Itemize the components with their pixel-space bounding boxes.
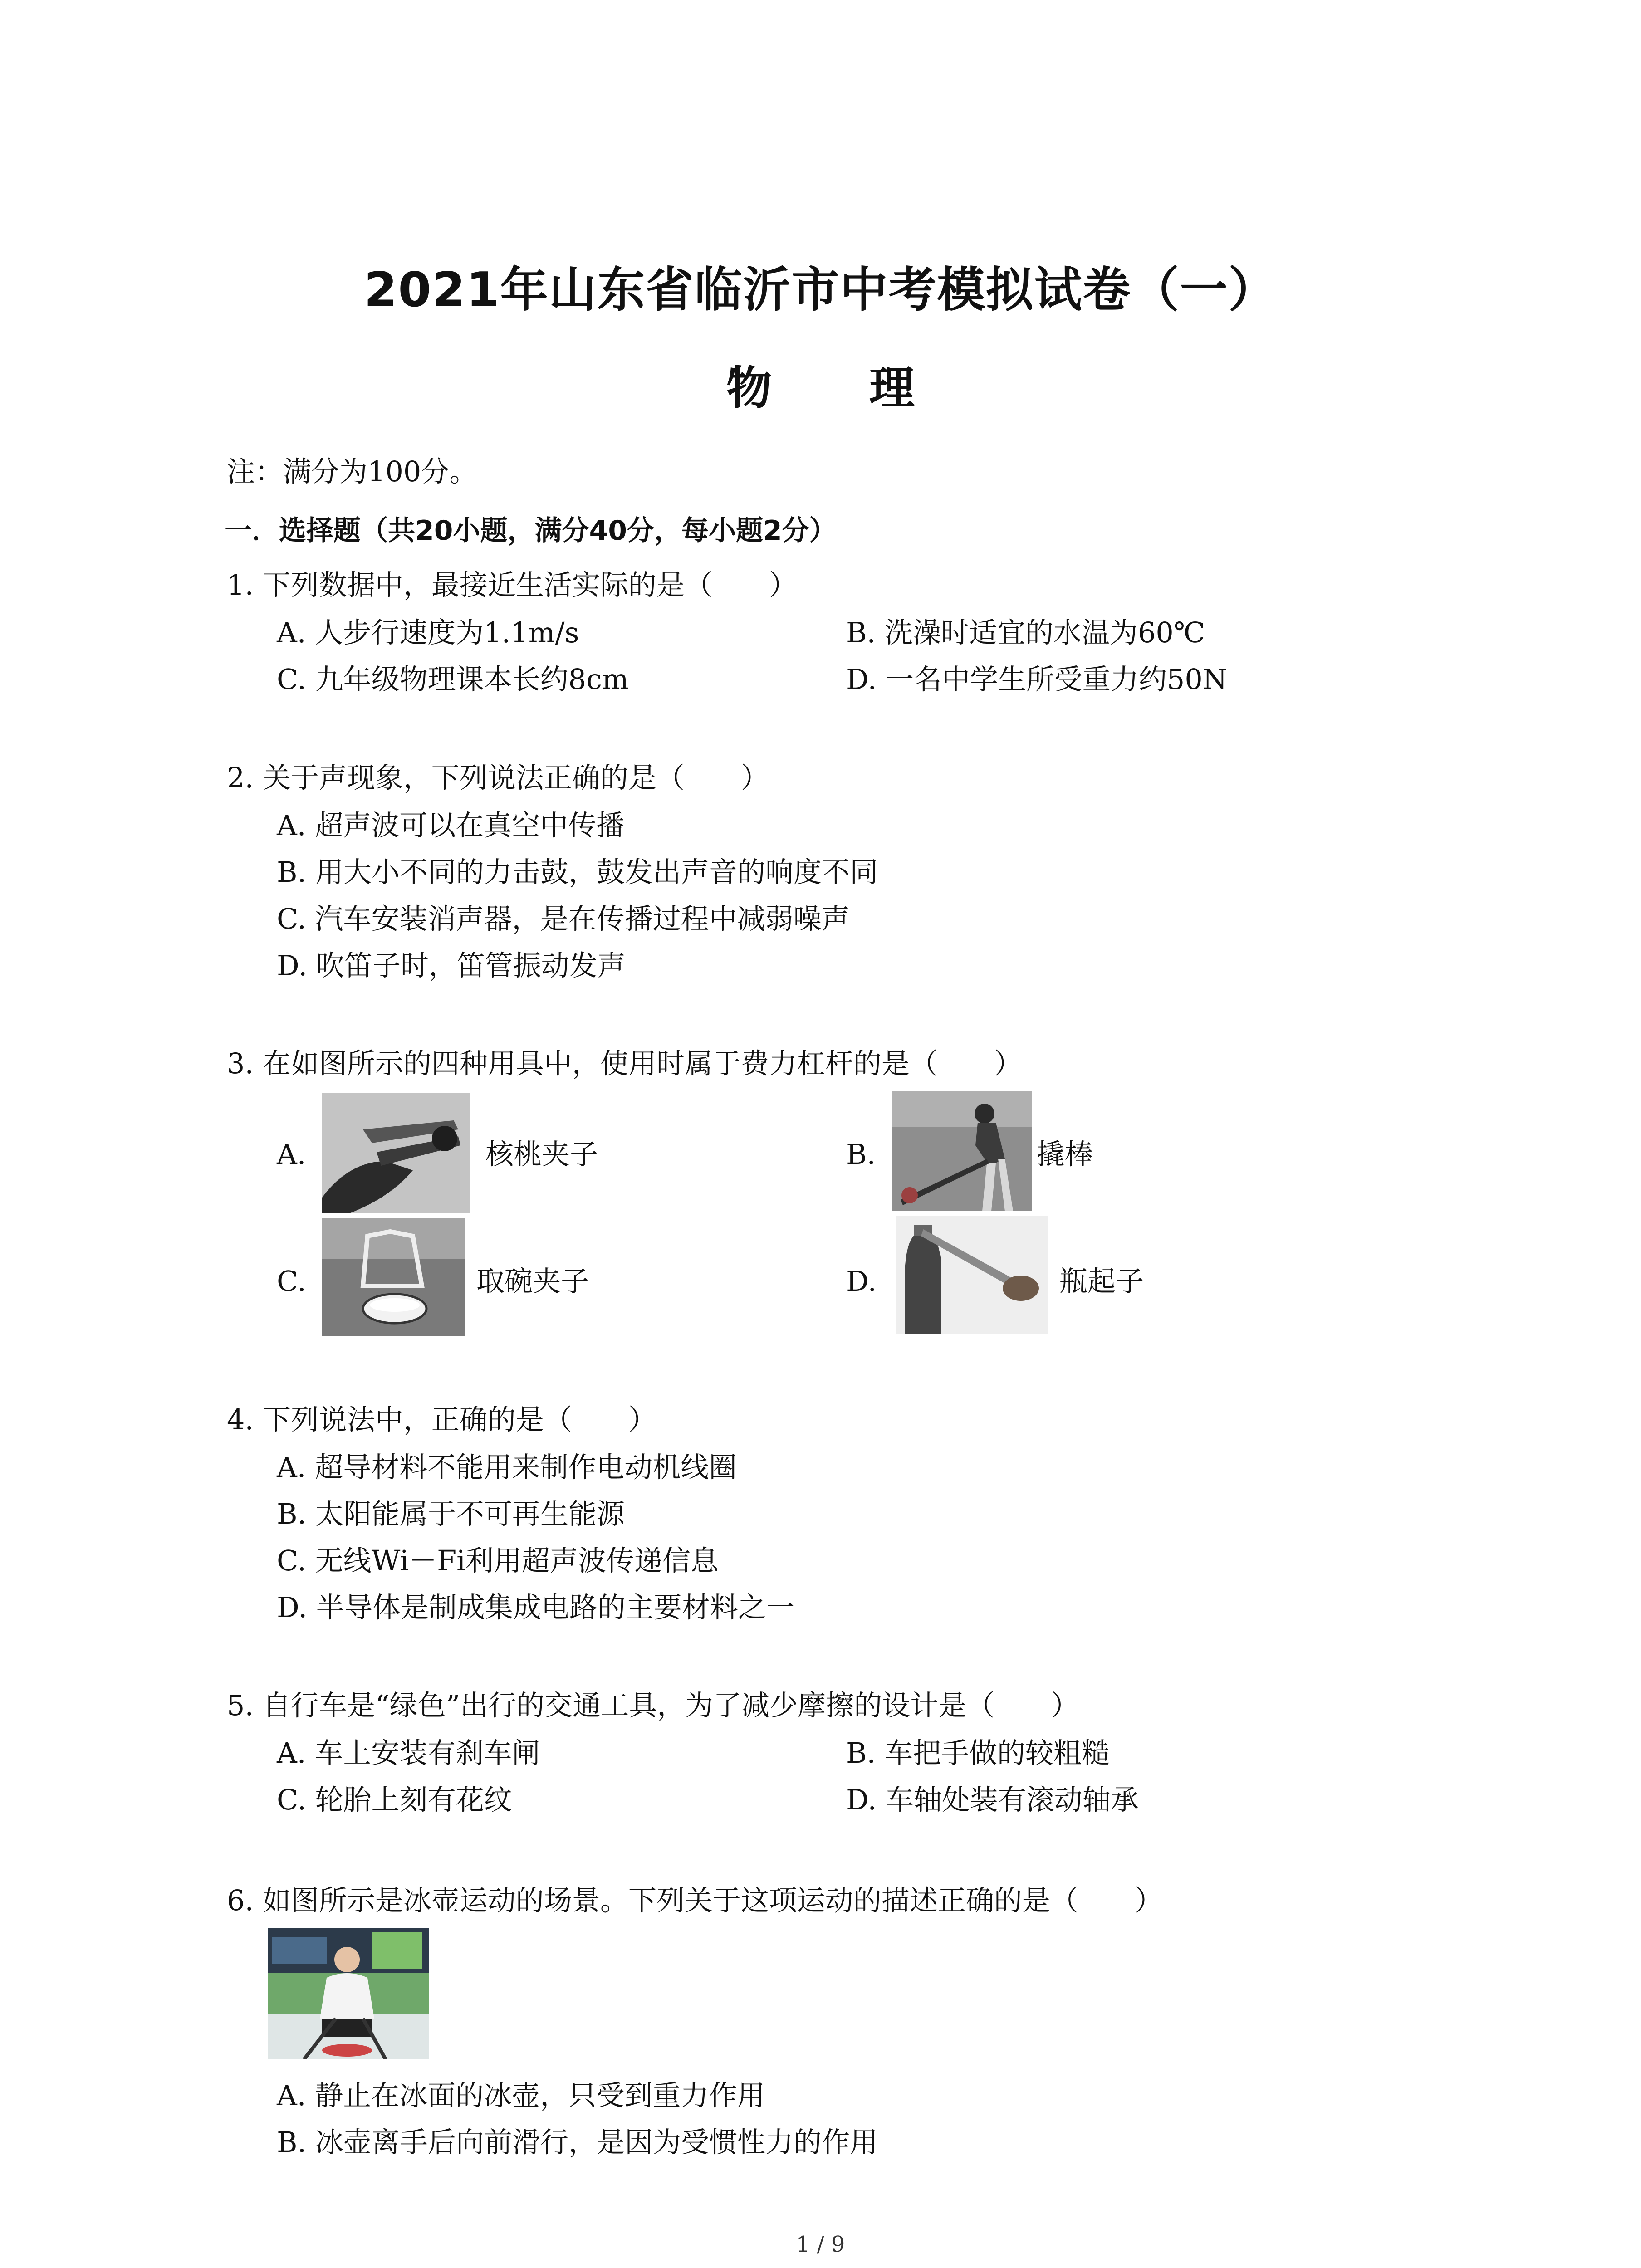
bottle-opener-image xyxy=(896,1216,1048,1334)
option-a: A. 超声波可以在真空中传播 xyxy=(277,809,625,842)
curling-image xyxy=(268,1928,429,2059)
crowbar-image xyxy=(892,1091,1032,1211)
option-a-caption: 核桃夹子 xyxy=(485,1138,598,1171)
option-d: D. 半导体是制成集成电路的主要材料之一 xyxy=(277,1591,794,1624)
option-b-caption: 撬棒 xyxy=(1037,1138,1093,1171)
exam-title: 2021年山东省临沂市中考模拟试卷（一） xyxy=(364,262,1277,318)
option-c: C. 无线Wi－Fi利用超声波传递信息 xyxy=(277,1544,719,1577)
option-d: D. 车轴处装有滚动轴承 xyxy=(846,1783,1139,1816)
option-c-caption: 取碗夹子 xyxy=(476,1265,589,1298)
section-heading: 一．选择题（共20小题，满分40分，每小题2分） xyxy=(225,515,837,547)
question-stem: 1. 下列数据中，最接近生活实际的是（ ） xyxy=(227,568,797,601)
option-b: B. 车把手做的较粗糙 xyxy=(846,1736,1110,1769)
option-d-caption: 瓶起子 xyxy=(1059,1265,1144,1298)
walnut-cracker-image xyxy=(322,1093,470,1213)
question-stem: 2. 关于声现象，下列说法正确的是（ ） xyxy=(227,761,769,794)
option-a: A. 人步行速度为1.1m/s xyxy=(277,616,579,649)
option-b-letter: B. xyxy=(846,1138,876,1171)
option-b: B. 洗澡时适宜的水温为60℃ xyxy=(846,616,1205,649)
question-stem: 5. 自行车是“绿色”出行的交通工具，为了减少摩擦的设计是（ ） xyxy=(227,1689,1079,1722)
option-a: A. 超导材料不能用来制作电动机线圈 xyxy=(277,1451,737,1484)
option-c: C. 汽车安装消声器，是在传播过程中减弱噪声 xyxy=(277,902,850,935)
option-a: A. 静止在冰面的冰壶，只受到重力作用 xyxy=(277,2079,765,2112)
question-stem: 3. 在如图所示的四种用具中，使用时属于费力杠杆的是（ ） xyxy=(227,1047,1022,1080)
option-b: B. 用大小不同的力击鼓，鼓发出声音的响度不同 xyxy=(277,855,878,889)
page-number: 1 / 9 xyxy=(796,2232,845,2257)
option-c: C. 九年级物理课本长约8cm xyxy=(277,663,629,696)
option-b: B. 太阳能属于不可再生能源 xyxy=(277,1497,625,1530)
option-d: D. 吹笛子时，笛管振动发声 xyxy=(277,949,626,982)
option-d: D. 一名中学生所受重力约50N xyxy=(846,663,1228,696)
question-stem: 4. 下列说法中，正确的是（ ） xyxy=(227,1403,656,1436)
option-a-letter: A. xyxy=(277,1138,306,1171)
bowl-clip-image xyxy=(322,1218,465,1336)
option-d-letter: D. xyxy=(846,1265,877,1298)
option-b: B. 冰壶离手后向前滑行，是因为受惯性力的作用 xyxy=(277,2126,878,2159)
option-c-letter: C. xyxy=(277,1265,306,1298)
option-c: C. 轮胎上刻有花纹 xyxy=(277,1783,512,1816)
option-a: A. 车上安装有刹车闸 xyxy=(277,1736,540,1769)
subject-title: 物 理 xyxy=(726,362,955,415)
question-stem: 6. 如图所示是冰壶运动的场景。下列关于这项运动的描述正确的是（ ） xyxy=(227,1884,1163,1917)
score-note: 注：满分为100分。 xyxy=(227,455,478,488)
